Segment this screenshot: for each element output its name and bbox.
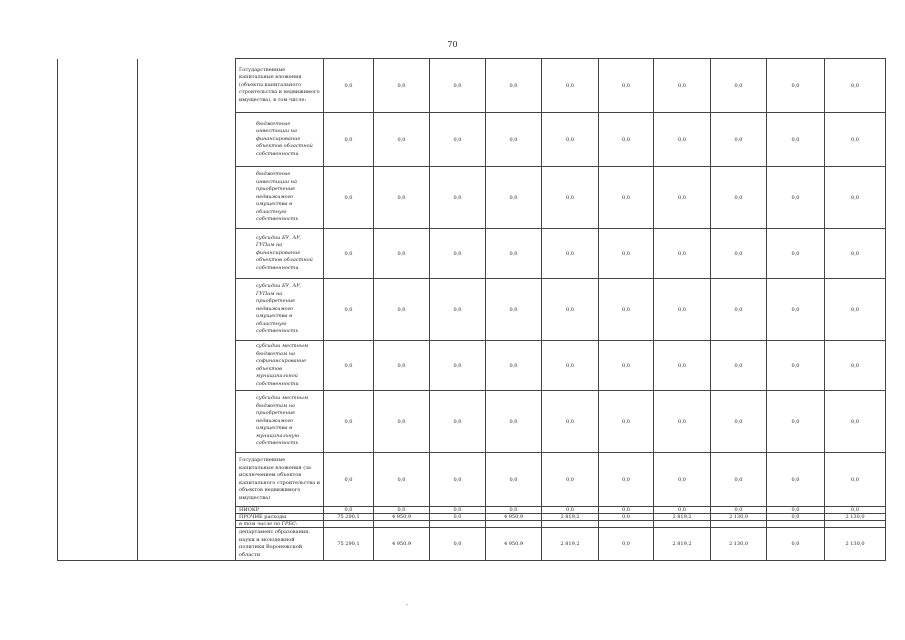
value-cell: 0,0 <box>430 229 486 279</box>
row-label: субсидии БУ, АУ, ГУПам на финансирование объектов областной собственности <box>236 229 324 279</box>
value-cell: 0,0 <box>430 453 486 507</box>
value-cell: 0,0 <box>430 514 486 521</box>
row-label: бюджетные инвестиции на финансирование объектов областной собственности <box>236 113 324 167</box>
value-cell: 0,0 <box>767 279 825 341</box>
value-cell: 0,0 <box>825 453 886 507</box>
row-label: бюджетные инвестиции на приобретение недвижимого имущества в областную собственность <box>236 167 324 229</box>
blank-col-b <box>138 59 236 561</box>
value-cell: 0,0 <box>486 391 542 453</box>
value-cell: 0,0 <box>486 507 542 514</box>
value-cell: 0,0 <box>825 507 886 514</box>
value-cell: 4 950,9 <box>486 514 542 521</box>
row-label: субсидии БУ, АУ, ГУПам на приобретение недвижимого имущества в областную собственность <box>236 279 324 341</box>
value-cell: 0,0 <box>542 59 599 113</box>
value-cell: 0,0 <box>767 528 825 561</box>
value-cell: 0,0 <box>711 279 767 341</box>
value-cell: 0,0 <box>599 514 654 521</box>
value-cell: 0,0 <box>711 167 767 229</box>
value-cell: 0,0 <box>825 391 886 453</box>
value-cell: 0,0 <box>654 507 711 514</box>
value-cell: 2 130,0 <box>825 528 886 561</box>
value-cell <box>767 521 825 528</box>
value-cell: 0,0 <box>654 341 711 391</box>
table-body <box>58 59 886 561</box>
value-cell: 0,0 <box>374 113 430 167</box>
value-cell <box>486 521 542 528</box>
value-cell: 0,0 <box>486 453 542 507</box>
value-cell <box>324 521 374 528</box>
value-cell: 0,0 <box>654 391 711 453</box>
value-cell: 0,0 <box>654 229 711 279</box>
value-cell: 0,0 <box>542 279 599 341</box>
value-cell: 2 130,0 <box>711 528 767 561</box>
scan-artifact <box>406 604 408 605</box>
value-cell: 0,0 <box>430 507 486 514</box>
row-label: субсидии местным бюджетам на приобретение недвижимого имущества в муниципальную собственность <box>236 391 324 453</box>
value-cell: 0,0 <box>374 507 430 514</box>
value-cell: 0,0 <box>599 391 654 453</box>
value-cell: 2 819,2 <box>654 514 711 521</box>
value-cell: 0,0 <box>599 167 654 229</box>
value-cell: 0,0 <box>767 391 825 453</box>
value-cell: 0,0 <box>324 113 374 167</box>
value-cell: 2 819,2 <box>542 528 599 561</box>
value-cell: 0,0 <box>430 113 486 167</box>
value-cell: 4 950,9 <box>374 514 430 521</box>
value-cell: 0,0 <box>486 113 542 167</box>
row-label: Государственные капитальные вложения (за исключением объектов капитального строительства и объектов недвижимого имущества) <box>236 453 324 507</box>
table-row <box>58 59 886 113</box>
value-cell: 0,0 <box>324 391 374 453</box>
value-cell: 0,0 <box>486 167 542 229</box>
value-cell: 2 130,0 <box>711 514 767 521</box>
value-cell: 0,0 <box>711 507 767 514</box>
value-cell: 0,0 <box>599 279 654 341</box>
value-cell: 0,0 <box>825 279 886 341</box>
value-cell: 0,0 <box>599 341 654 391</box>
value-cell: 0,0 <box>599 113 654 167</box>
page-number: 70 <box>447 40 458 49</box>
value-cell: 0,0 <box>374 391 430 453</box>
row-label: ПРОЧИЕ расходы <box>236 514 324 521</box>
value-cell: 0,0 <box>486 59 542 113</box>
value-cell <box>599 521 654 528</box>
value-cell: 0,0 <box>374 341 430 391</box>
value-cell: 0,0 <box>324 59 374 113</box>
row-label: департамент образования, науки и молодежной политики Воронежской области <box>236 528 324 561</box>
value-cell: 0,0 <box>767 167 825 229</box>
value-cell <box>654 521 711 528</box>
value-cell: 0,0 <box>711 391 767 453</box>
value-cell <box>825 521 886 528</box>
value-cell: 0,0 <box>542 167 599 229</box>
value-cell: 0,0 <box>767 453 825 507</box>
value-cell: 0,0 <box>542 341 599 391</box>
value-cell: 0,0 <box>542 229 599 279</box>
value-cell: 0,0 <box>374 279 430 341</box>
value-cell: 0,0 <box>825 59 886 113</box>
row-label: НИОКР <box>236 507 324 514</box>
value-cell: 0,0 <box>711 59 767 113</box>
value-cell: 0,0 <box>825 113 886 167</box>
value-cell <box>430 521 486 528</box>
row-label: Государственные капитальные вложения (объекты капитального строительства и недвижимого имущества), в том числе: <box>236 59 324 113</box>
value-cell: 0,0 <box>430 59 486 113</box>
value-cell: 75 290,1 <box>324 528 374 561</box>
value-cell: 0,0 <box>825 229 886 279</box>
value-cell: 0,0 <box>825 167 886 229</box>
value-cell: 0,0 <box>767 341 825 391</box>
value-cell: 4 950,9 <box>486 528 542 561</box>
value-cell: 0,0 <box>599 229 654 279</box>
value-cell: 0,0 <box>767 59 825 113</box>
value-cell: 0,0 <box>599 59 654 113</box>
value-cell: 0,0 <box>711 229 767 279</box>
value-cell: 0,0 <box>599 453 654 507</box>
blank-col-a <box>58 59 138 561</box>
value-cell: 0,0 <box>486 341 542 391</box>
value-cell <box>542 521 599 528</box>
value-cell: 0,0 <box>711 113 767 167</box>
value-cell: 2 819,2 <box>654 528 711 561</box>
value-cell: 0,0 <box>825 341 886 391</box>
value-cell: 0,0 <box>430 391 486 453</box>
row-label: в том числе по ГРБС: <box>236 521 324 528</box>
value-cell: 0,0 <box>542 113 599 167</box>
value-cell: 0,0 <box>767 113 825 167</box>
value-cell: 0,0 <box>374 59 430 113</box>
value-cell: 0,0 <box>324 507 374 514</box>
value-cell: 0,0 <box>654 167 711 229</box>
value-cell: 0,0 <box>374 167 430 229</box>
value-cell: 0,0 <box>324 453 374 507</box>
value-cell: 0,0 <box>430 279 486 341</box>
value-cell: 0,0 <box>542 391 599 453</box>
value-cell: 0,0 <box>324 279 374 341</box>
value-cell: 0,0 <box>430 167 486 229</box>
value-cell: 0,0 <box>430 528 486 561</box>
value-cell: 0,0 <box>324 229 374 279</box>
row-label: субсидии местным бюджетам на софинансирование объектов муниципальной собственности <box>236 341 324 391</box>
value-cell: 0,0 <box>767 507 825 514</box>
value-cell: 2 819,2 <box>542 514 599 521</box>
value-cell: 0,0 <box>767 514 825 521</box>
budget-table <box>57 58 886 561</box>
value-cell: 75 290,1 <box>324 514 374 521</box>
value-cell: 0,0 <box>599 528 654 561</box>
value-cell: 0,0 <box>374 229 430 279</box>
value-cell: 0,0 <box>654 279 711 341</box>
value-cell: 0,0 <box>542 507 599 514</box>
value-cell: 0,0 <box>654 113 711 167</box>
value-cell: 0,0 <box>430 341 486 391</box>
value-cell <box>711 521 767 528</box>
value-cell: 0,0 <box>542 453 599 507</box>
value-cell <box>374 521 430 528</box>
value-cell: 0,0 <box>767 229 825 279</box>
value-cell: 0,0 <box>486 229 542 279</box>
value-cell: 0,0 <box>486 279 542 341</box>
value-cell: 0,0 <box>711 341 767 391</box>
value-cell: 4 950,9 <box>374 528 430 561</box>
value-cell: 0,0 <box>654 59 711 113</box>
value-cell: 0,0 <box>599 507 654 514</box>
value-cell: 0,0 <box>654 453 711 507</box>
value-cell: 0,0 <box>711 453 767 507</box>
value-cell: 0,0 <box>324 167 374 229</box>
value-cell: 0,0 <box>374 453 430 507</box>
value-cell: 0,0 <box>324 341 374 391</box>
value-cell: 2 130,0 <box>825 514 886 521</box>
